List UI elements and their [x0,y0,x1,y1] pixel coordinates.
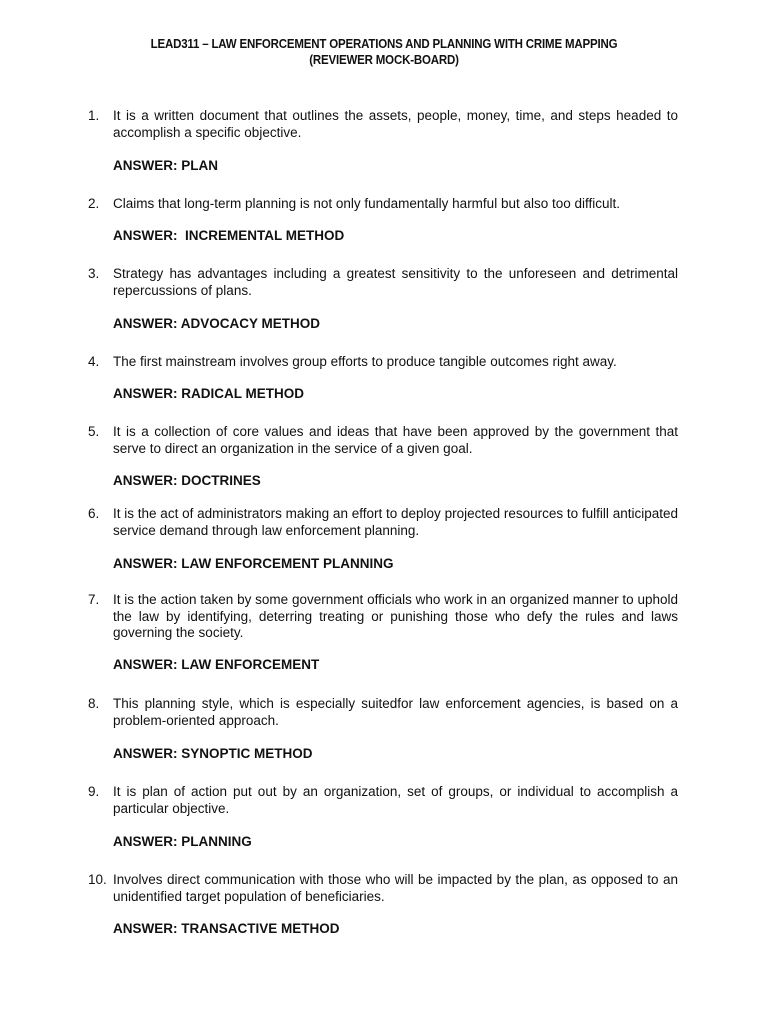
question-text: The first mainstream involves group efforts to produce tangible outcomes right away. [113,354,617,369]
question-text: Strategy has advantages including a greatest sensitivity to the unforeseen and detrimental repercussions of plans. [113,266,678,298]
question-text: It is plan of action put out by an organization, set of groups, or individual to accomplish a particular objective. [113,784,678,816]
question-text: Claims that long-term planning is not only fundamentally harmful but also too difficult. [113,196,621,211]
answer-3: ANSWER: ADVOCACY METHOD [113,316,321,331]
question-text: This planning style, which is especially suitedfor law enforcement agencies, is based on a problem-oriented approach. [113,696,678,728]
question-item-8 [88,696,678,729]
question-item-5 [88,424,678,457]
question-number: 5. [88,424,100,439]
question-number: 9. [88,784,100,799]
answer-5: ANSWER: DOCTRINES [113,473,261,488]
question-number: 1. [88,108,100,123]
answer-8: ANSWER: SYNOPTIC METHOD [113,746,313,761]
question-text: Involves direct communication with those who will be impacted by the plan, as opposed to an unidentified target population of beneficiaries. [113,872,678,904]
question-item-6 [88,506,678,539]
question-number: 4. [88,354,100,369]
question-item-4 [88,354,678,371]
answer-4: ANSWER: RADICAL METHOD [113,386,304,401]
question-item-9 [88,784,678,817]
question-text: It is the action taken by some government officials who work in an organized manner to uphold the law by identifying, deterring treating or punishing those who defy the rules and laws governing the society. [113,592,678,640]
document-subtitle: (REVIEWER MOCK-BOARD) [309,53,459,67]
answer-10: ANSWER: TRANSACTIVE METHOD [113,921,340,936]
document-title: LEAD311 – LAW ENFORCEMENT OPERATIONS AND PLANNING WITH CRIME MAPPING [150,37,618,51]
answer-2: ANSWER: INCREMENTAL METHOD [113,228,345,243]
question-item-3 [88,266,678,299]
answer-9: ANSWER: PLANNING [113,834,252,849]
question-item-7 [88,592,678,642]
question-item-10 [88,872,678,905]
question-number: 7. [88,592,100,607]
answer-7: ANSWER: LAW ENFORCEMENT [113,657,320,672]
question-number: 6. [88,506,100,521]
question-item-2 [88,196,678,213]
question-text: It is a written document that outlines the assets, people, money, time, and steps headed to accomplish a specific objective. [113,108,678,140]
question-item-1 [88,108,678,141]
question-number: 2. [88,196,100,211]
question-number: 10. [88,872,107,887]
question-text: It is the act of administrators making an effort to deploy projected resources to fulfill anticipated service demand through law enforcement planning. [113,506,678,538]
question-number: 8. [88,696,100,711]
answer-6: ANSWER: LAW ENFORCEMENT PLANNING [113,556,394,571]
answer-1: ANSWER: PLAN [113,158,218,173]
question-number: 3. [88,266,100,281]
question-text: It is a collection of core values and ideas that have been approved by the government that serve to direct an organization in the service of a given goal. [113,424,678,456]
